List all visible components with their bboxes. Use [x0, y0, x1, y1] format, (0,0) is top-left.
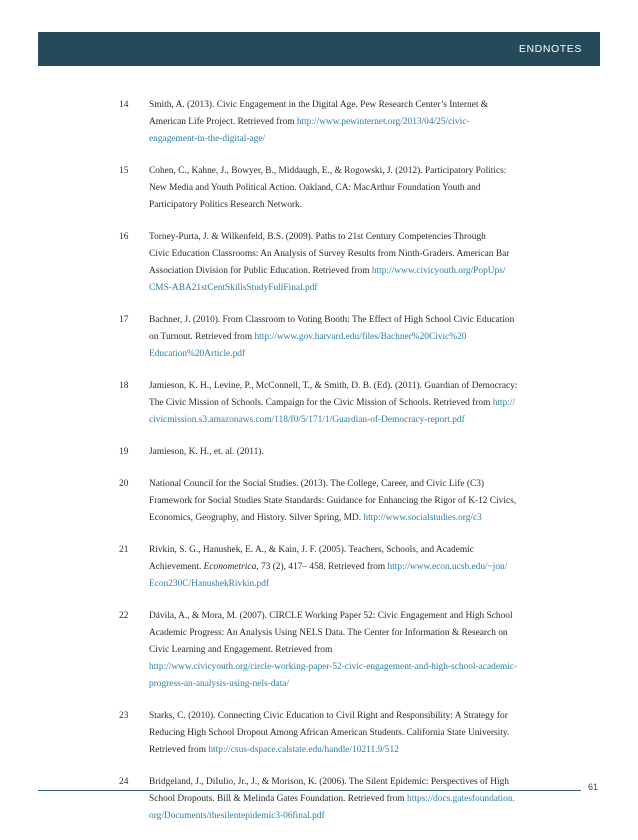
endnote-line — [149, 444, 559, 461]
citation-text: School Dropouts. Bill & Melinda Gates Foundation. Retrieved from — [149, 794, 408, 804]
header-bar — [38, 32, 600, 66]
citation-text: Achievement. — [149, 562, 204, 572]
citation-link[interactable]: http:// — [492, 398, 516, 408]
endnote-line — [149, 576, 559, 593]
citation-link[interactable]: Education%20Article.pdf — [149, 349, 246, 359]
citation-text: Starks, C. (2010). Connecting Civic Education to Civil Right and Responsibility: A Strategy for — [149, 711, 508, 721]
citation-text: Jamieson, K. H., Levine, P., McConnell, T., & Smith, D. B. (Ed). (2011). Guardian of Democracy: — [149, 381, 518, 391]
endnote-line — [149, 708, 559, 725]
endnote-line — [149, 625, 559, 642]
citation-link[interactable]: https://docs.gatesfoundation. — [407, 794, 515, 804]
citation-text: Jamieson, K. H., et. al. (2011). — [149, 447, 264, 457]
citation-link[interactable]: http://csus-dspace.calstate.edu/handle/10211.9/512 — [208, 745, 399, 755]
citation-text: , 73 (2), 417– 458. Retrieved from — [256, 562, 388, 572]
endnote-line — [149, 329, 559, 346]
endnote-line — [149, 246, 559, 263]
endnote-line — [149, 791, 559, 808]
citation-link[interactable]: Econ230C/HanushekRivkin.pdf — [149, 579, 270, 589]
endnote-number: 22 — [119, 611, 129, 621]
citation-text: Economics, Geography, and History. Silver Spring, MD. — [149, 513, 364, 523]
endnote-18 — [119, 378, 559, 429]
endnote-line — [149, 163, 559, 180]
citation-text: Civic Learning and Engagement. Retrieved from — [149, 645, 333, 655]
endnote-line — [149, 263, 559, 280]
citation-text: Bridgeland, J., DiIulio, Jr., J., & Morison, K. (2006). The Silent Epidemic: Perspectives of High — [149, 777, 509, 787]
citation-text: Rivkin, S. G., Hanushek, E. A., & Kain, J. F. (2005). Teachers, Schools, and Academic — [149, 545, 474, 555]
citation-link[interactable]: CMS-ABA21stCentSkillsStudyFullFinal.pdf — [149, 283, 318, 293]
endnote-16 — [119, 229, 559, 297]
endnote-21 — [119, 542, 559, 593]
endnote-line — [149, 395, 559, 412]
citation-link[interactable]: org/Documents/thesilentepidemic3-06final.pdf — [149, 811, 325, 821]
endnote-number: 24 — [119, 777, 129, 787]
endnote-line — [149, 114, 559, 131]
endnote-number: 23 — [119, 711, 129, 721]
citation-text: Retrieved from — [149, 745, 209, 755]
endnote-line — [149, 742, 559, 759]
endnote-line — [149, 476, 559, 493]
endnote-number: 16 — [119, 232, 129, 242]
endnote-17 — [119, 312, 559, 363]
citation-text: on Turnout. Retrieved from — [149, 332, 255, 342]
citation-link[interactable]: civicmission.s3.amazonaws.com/118/f0/5/171/1/Guardian-of-Democracy-report.pdf — [149, 415, 465, 425]
endnote-line — [149, 131, 559, 148]
endnote-14 — [119, 97, 559, 148]
citation-text: Smith, A. (2013). Civic Engagement in the Digital Age. Pew Research Center’s Internet & — [149, 100, 489, 110]
citation-link[interactable]: http://www.pewinternet.org/2013/04/25/civic- — [296, 117, 470, 127]
endnote-number: 17 — [119, 315, 129, 325]
endnote-line — [149, 510, 559, 527]
endnote-number: 20 — [119, 479, 129, 489]
endnote-22 — [119, 608, 559, 693]
citation-text: Association Division for Public Education. Retrieved from — [149, 266, 372, 276]
endnote-line — [149, 774, 559, 791]
citation-text: New Media and Youth Political Action. Oakland, CA: MacArthur Foundation Youth and — [149, 183, 481, 193]
endnotes-list — [119, 97, 559, 840]
endnote-line — [149, 97, 559, 114]
citation-text: Cohen, C., Kahne, J., Bowyer, B., Middaugh, E., & Rogowski, J. (2012). Participatory Politics: — [149, 166, 507, 176]
citation-link[interactable]: engagement-in-the-digital-age/ — [149, 134, 266, 144]
page-number: 61 — [588, 782, 599, 792]
endnote-number: 19 — [119, 447, 129, 457]
endnote-line — [149, 659, 559, 676]
citation-link[interactable]: http://www.civicyouth.org/PopUps/ — [371, 266, 506, 276]
citation-link[interactable]: http://www.gov.harvard.edu/files/Bachner%20Civic%20 — [254, 332, 467, 342]
endnote-line — [149, 180, 559, 197]
citation-text: Reducing High School Dropout Among African American Students. California State University. — [149, 728, 510, 738]
citation-text: Participatory Politics Research Network. — [149, 200, 303, 210]
endnote-number: 18 — [119, 381, 129, 391]
endnote-line — [149, 378, 559, 395]
endnote-line — [149, 808, 559, 825]
endnote-line — [149, 312, 559, 329]
citation-text: Academic Progress: An Analysis Using NELS Data. The Center for Information & Research on — [149, 628, 508, 638]
endnote-line — [149, 493, 559, 510]
citation-text: The Civic Mission of Schools. Campaign for the Civic Mission of Schools. Retrieved from — [149, 398, 493, 408]
citation-text: Bachner, J. (2010). From Classroom to Voting Booth: The Effect of High School Civic Education — [149, 315, 515, 325]
endnote-line — [149, 676, 559, 693]
section-title: ENDNOTES — [518, 43, 582, 55]
endnote-line — [149, 642, 559, 659]
citation-link[interactable]: progress-an-analysis-using-nels-data/ — [149, 679, 290, 689]
endnote-20 — [119, 476, 559, 527]
endnote-19 — [119, 444, 559, 461]
endnote-number: 15 — [119, 166, 129, 176]
citation-text: American Life Project. Retrieved from — [149, 117, 297, 127]
citation-link[interactable]: http://www.civicyouth.org/circle-working-paper-52-civic-engagement-and-high-school-academic- — [149, 662, 518, 672]
endnote-24 — [119, 774, 559, 825]
endnote-number: 21 — [119, 545, 129, 555]
endnote-line — [149, 197, 559, 214]
footer-divider — [38, 790, 581, 791]
citation-text: Civic Education Classrooms: An Analysis of Survey Results from Ninth-Graders. American Bar — [149, 249, 510, 259]
journal-title: Econometrica — [203, 562, 257, 572]
endnote-line — [149, 229, 559, 246]
endnote-line — [149, 608, 559, 625]
endnote-line — [149, 559, 559, 576]
endnote-line — [149, 725, 559, 742]
citation-text: Framework for Social Studies State Standards: Guidance for Enhancing the Rigor of K-12 Civics, — [149, 496, 517, 506]
citation-text: Dávila, A., & Mora, M. (2007). CIRCLE Working Paper 52: Civic Engagement and High School — [149, 611, 513, 621]
endnote-number: 14 — [119, 100, 129, 110]
citation-text: National Council for the Social Studies. (2013). The College, Career, and Civic Life (C3) — [149, 479, 485, 489]
endnote-15 — [119, 163, 559, 214]
endnote-line — [149, 412, 559, 429]
citation-link[interactable]: http://www.socialstudies.org/c3 — [363, 513, 482, 523]
endnote-line — [149, 280, 559, 297]
citation-text: Torney-Purta, J. & Wilkenfeld, B.S. (2009). Paths to 21st Century Competencies Through — [149, 232, 486, 242]
citation-link[interactable]: http://www.econ.ucsb.edu/~jon/ — [387, 562, 508, 572]
endnote-line — [149, 346, 559, 363]
endnote-line — [149, 542, 559, 559]
endnote-23 — [119, 708, 559, 759]
